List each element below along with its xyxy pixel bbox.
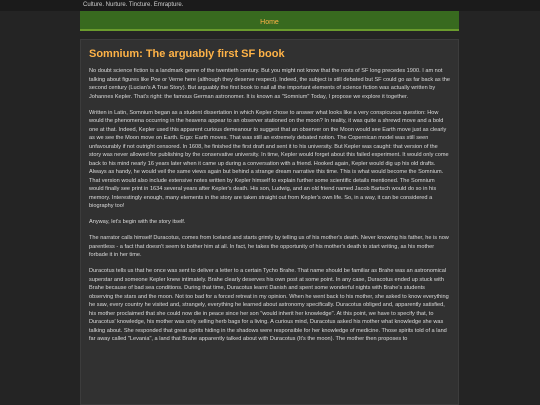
- main-navbar: [80, 11, 459, 31]
- nav-home-link[interactable]: Home: [260, 19, 279, 26]
- article-paragraph: Anyway, let's begin with the story itself.: [89, 219, 186, 225]
- article-panel: [80, 39, 459, 405]
- article-title: Somnium: The arguably first SF book: [89, 48, 285, 60]
- article-paragraph: Duracotus tells us that he once was sent to deliver a letter to a certain Tycho Brahe. That name should be familiar as Brahe was an astronomical superstar and someone Kepler knew intimately. Brahe clearly deserves his own post at some point. In any case, Duracotus ended up stuck with Brahe because of bad sea conditions. During that time, Duracotus learnt Danish and spent some wonderful nights with Brahe's students observing the stars and the moon. Not too bad for a forced retreat in my opinion. When he went back to his mother, she asked to know everything he saw, every country he visited and, strangely, everything he learned about astronomy specifically. Duracotus obliged and, apparently satisfied, his mother proclaimed that she could now die in peace since her son "would inherit her knowledge". At this point, we have to specify that, to Duracotus' knowledge, his mother was only selling herb bags for a living. A curious mind, Duracotus asked his mother what knowledge she was talking about. She responded that great spirits hiding in the shadows were responsible for her knowledge of medicine. Those spirits told of a land far away called "Levania", a land that Brahe apparently talked about with Duracotus (It's the moon). The mother then proposes to: [89, 268, 449, 342]
- article-body: [81, 67, 458, 344]
- site-tagline-bar: [0, 0, 540, 11]
- article-paragraph: No doubt science fiction is a landmark genre of the twentieth century. But you might not know that the roots of SF long precedes 1900. I am not talking about figures like Poe or Verne here (although they deserve respect). Indeed, the subject is still debated but SF could go as far back as the second century (Lucian's A True Story). But arguably the first book to nail all the important elements of science fiction was actually written by Johannes Kepler. That's right: the famous German astronomer. It is known as "Somnium" Today, I propose we explore it together.: [89, 68, 451, 100]
- site-tagline: Culture. Nurture. Tincture. Emrapture.: [83, 2, 184, 8]
- article-paragraph: The narrator calls himself Duracotus, comes from Iceland and starts grimly by telling us of his mother's death. Never knowing his father, he is now parentless - a fact that doesn't seem to bother him at all. In fact, he takes the opportunity of his mother's death to start writing, as his mother forbade it in her time.: [89, 235, 449, 258]
- article-paragraph: Written in Latin, Somnium began as a student dissertation in which Kepler chose to answer what looks like a very conspicuous question: How would the phenomena occurring in the heavens appear to an observer stationed on the moon? In reality, it was quite a shrewd move and a bold one at that. Indeed, Kepler used this apparent curious demeanour to suggest that an observer on the Moon would see Earth move just as clearly as we see the Moon move on Earth. Ergo: Earth moves. That was still an extremely debated notion. The Copernican model was still seen unfavourably if not outright censored. In 1608, he finished the first draft and sent it to his university. But Kepler was caught: that version of the story was never allowed for publishing by the conservative university. In time, Kepler would forget about this failed experiment. It would only come back to his mind nearly 16 years later when it came up during a conversation with a friend. Hooked again, Kepler would dig up his old drafts. Always as handy, he would veil the same views again but behind a strange dream narrative this time. This is what would become the Somnium. That version would also include extensive notes written by Kepler himself to explain further some scientific details mentioned. The Somnium would finally see print in 1634 several years after Kepler's death. His son, Ludwig, and an old friend named Jacob Bartsch would do so in his memory. Interestingly enough, many elements in the story are taken straight out from Kepler's own life. So, in a way, it can be considered a biography too!: [89, 109, 449, 209]
